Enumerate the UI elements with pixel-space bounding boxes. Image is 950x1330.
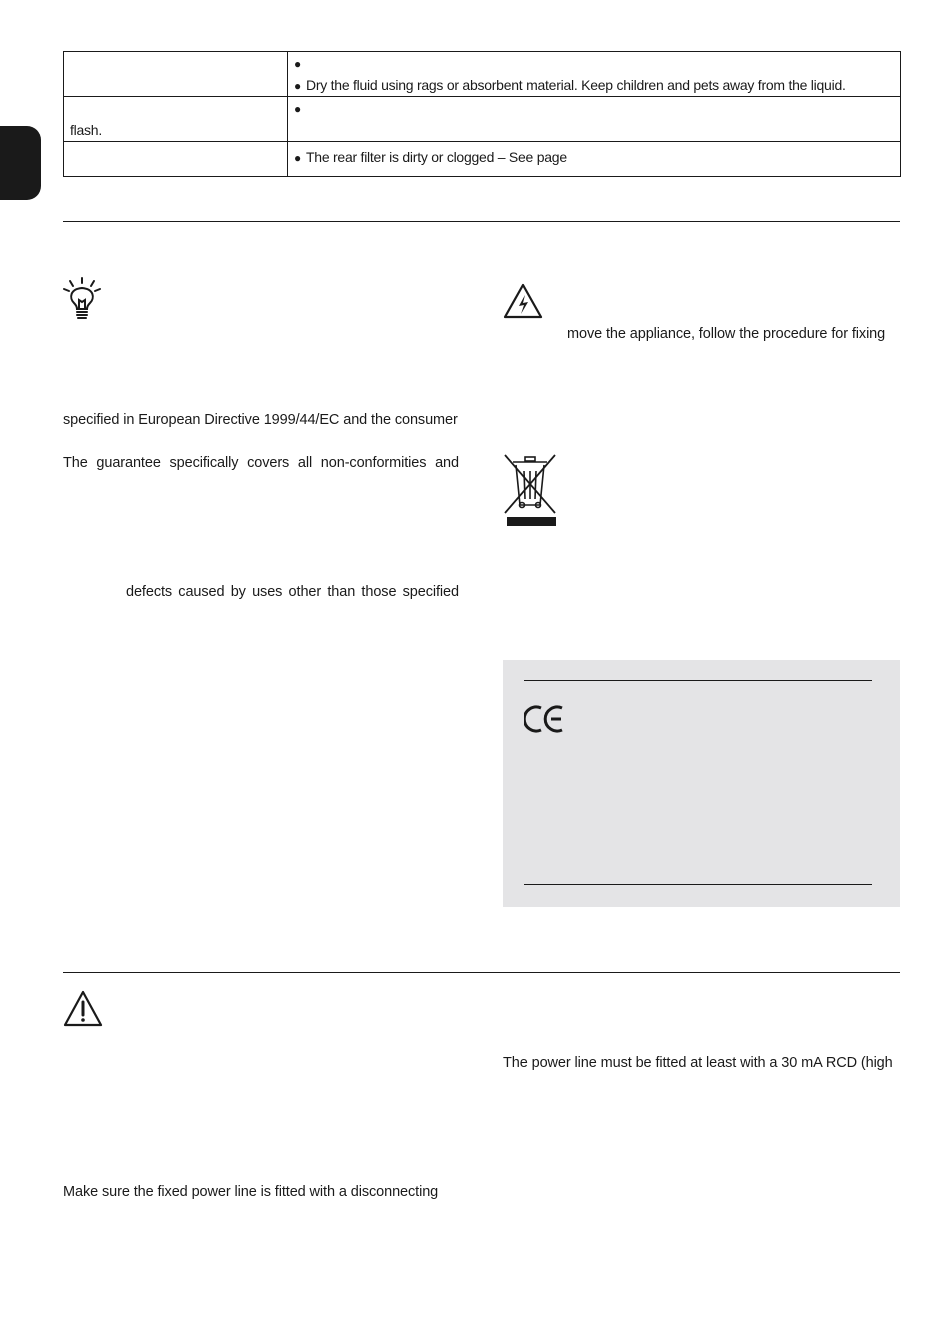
solution-cell	[288, 52, 901, 97]
installation-rcd-line: The power line must be fitted at least with a 30 mA RCD (high	[503, 1055, 893, 1071]
lightbulb-icon	[62, 277, 102, 326]
bullet-icon: ●	[294, 57, 301, 71]
solution-line	[294, 119, 894, 141]
solution-cell	[288, 142, 901, 177]
bullet-icon: ●	[294, 102, 301, 116]
cause-line	[70, 97, 281, 119]
weee-bin-icon	[503, 453, 557, 532]
cause-line: flash.	[70, 122, 102, 138]
ce-mark-icon	[524, 704, 566, 739]
section-divider	[63, 972, 900, 973]
table-row	[64, 97, 901, 142]
cause-line	[70, 74, 281, 96]
section-divider	[63, 221, 900, 222]
warning-icon	[63, 990, 103, 1033]
cause-line	[70, 52, 281, 74]
section-tab-marker	[0, 126, 41, 200]
installation-disconnect-line: Make sure the fixed power line is fitted with a disconnecting	[63, 1184, 439, 1200]
box-top-rule	[524, 680, 872, 681]
solution-cell	[288, 97, 901, 142]
guarantee-covers-line: The guarantee specifically covers all non-conformities and	[63, 455, 459, 471]
bullet-icon: ●	[294, 151, 301, 165]
cause-cell	[64, 97, 288, 142]
solution-line: Dry the fluid using rags or absorbent material. Keep children and pets away from the liquid.	[306, 77, 846, 93]
guarantee-defects-line: defects caused by uses other than those specified	[126, 584, 459, 600]
cause-cell	[64, 52, 288, 97]
table-row	[64, 142, 901, 177]
troubleshooting-table	[63, 51, 901, 177]
box-bottom-rule	[524, 884, 872, 885]
guarantee-directive-line: specified in European Directive 1999/44/EC and the consumer	[63, 412, 458, 428]
ce-declaration-box	[503, 660, 900, 907]
table-row	[64, 52, 901, 97]
electrical-move-line: move the appliance, follow the procedure for fixing	[567, 326, 886, 342]
cause-line	[70, 142, 281, 176]
cause-cell	[64, 142, 288, 177]
solution-line: The rear filter is dirty or clogged – See page	[306, 149, 567, 165]
bullet-icon: ●	[294, 79, 301, 93]
electric-hazard-icon	[503, 283, 543, 324]
